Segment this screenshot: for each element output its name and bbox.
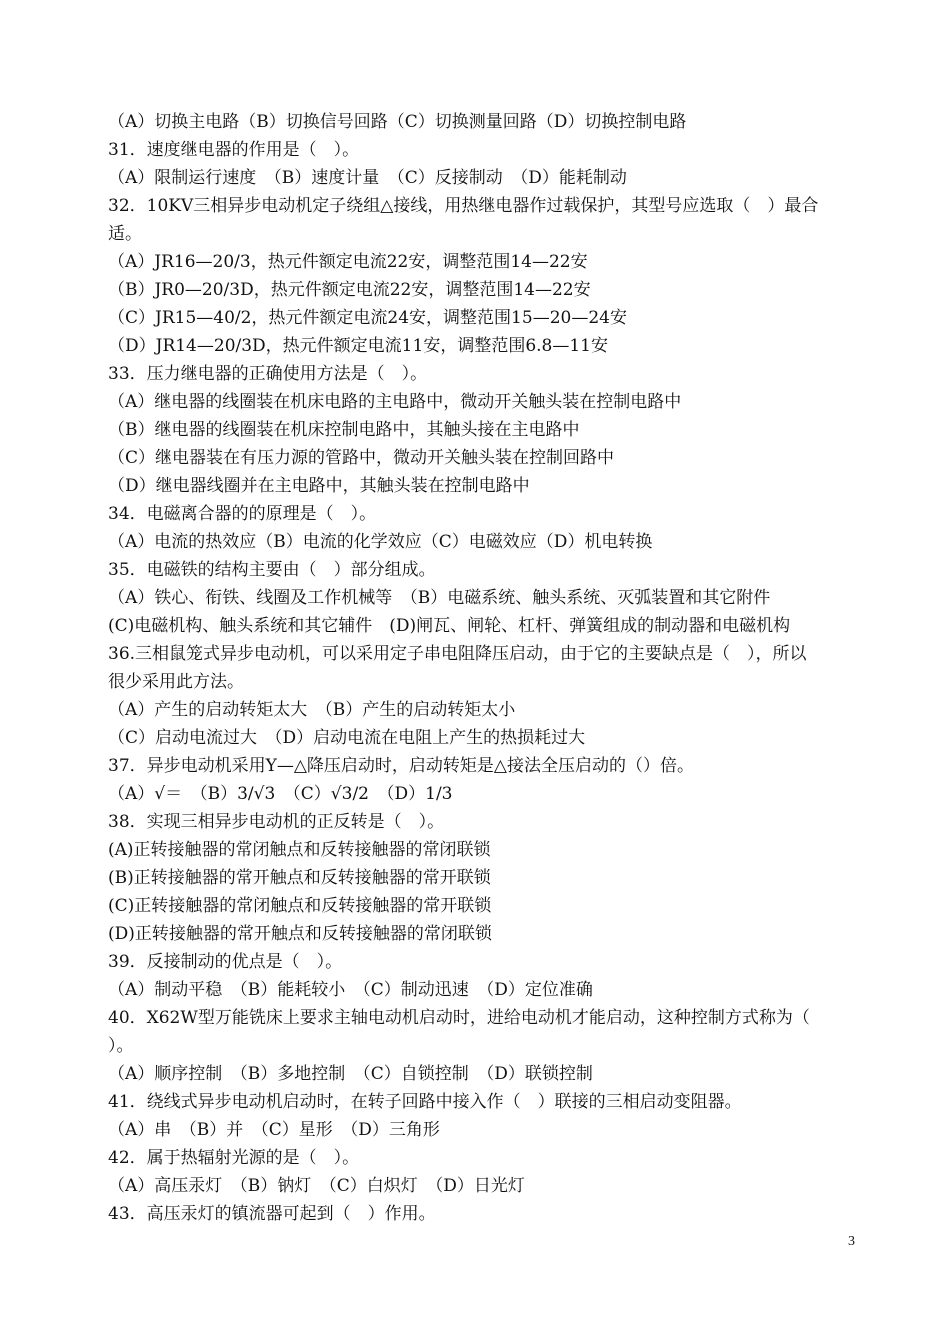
options-35-cd: (C)电磁机构、触头系统和其它辅件 (D)闸瓦、闸轮、杠杆、弹簧组成的制动器和电磁机构 — [108, 616, 791, 636]
options-39: （A）制动平稳 （B）能耗较小 （C）制动迅速 （D）定位准确 — [108, 980, 593, 1000]
question-35: 35．电磁铁的结构主要由（ ）部分组成。 — [108, 560, 436, 580]
text-line: （A）切换主电路（B）切换信号回路（C）切换测量回路（D）切换控制电路 — [108, 112, 687, 132]
options-40: （A）顺序控制 （B）多地控制 （C）自锁控制 （D）联锁控制 — [108, 1064, 593, 1084]
option-33-d: （D）继电器线圈并在主电路中，其触头装在控制电路中 — [108, 476, 530, 496]
question-39: 39．反接制动的优点是（ ）。 — [108, 952, 343, 972]
option-33-b: （B）继电器的线圈装在机床控制电路中，其触头接在主电路中 — [108, 420, 580, 440]
options-34: （A）电流的热效应（B）电流的化学效应（C）电磁效应（D）机电转换 — [108, 532, 653, 552]
options-42: （A）高压汞灯 （B）钠灯 （C）白炽灯 （D）日光灯 — [108, 1176, 525, 1196]
option-38-d: (D)正转接触器的常开触点和反转接触器的常闭联锁 — [108, 924, 492, 944]
options-37: （A）√＝ （B）3/√3 （C）√3/2 （D）1/3 — [108, 784, 453, 804]
question-37: 37．异步电动机采用Y—△降压启动时，启动转矩是△接法全压启动的（）倍。 — [108, 756, 695, 776]
options-31: （A）限制运行速度 （B）速度计量 （C）反接制动 （D）能耗制动 — [108, 168, 627, 188]
question-42: 42．属于热辐射光源的是（ ）。 — [108, 1148, 360, 1168]
option-32-d: （D）JR14—20/3D，热元件额定电流11安，调整范围6.8—11安 — [108, 336, 608, 356]
option-33-c: （C）继电器装在有压力源的管路中，微动开关触头装在控制回路中 — [108, 448, 615, 468]
question-34: 34．电磁离合器的的原理是（ ）。 — [108, 504, 377, 524]
option-32-c: （C）JR15—40/2，热元件额定电流24安，调整范围15—20—24安 — [108, 308, 627, 328]
option-33-a: （A）继电器的线圈装在机床电路的主电路中，微动开关触头装在控制电路中 — [108, 392, 682, 412]
option-38-a: (A)正转接触器的常闭触点和反转接触器的常闭联锁 — [108, 840, 491, 860]
question-36-cont: 很少采用此方法。 — [108, 672, 244, 692]
question-32: 32．10KV三相异步电动机定子绕组△接线，用热继电器作过载保护，其型号应选取（ ）最合 — [108, 196, 819, 216]
question-list — [108, 108, 868, 1228]
question-41: 41．绕线式异步电动机启动时，在转子回路中接入作（ ）联接的三相启动变阻器。 — [108, 1092, 742, 1112]
question-40: 40．X62W型万能铣床上要求主轴电动机启动时，进给电动机才能启动，这种控制方式称为（ — [108, 1008, 810, 1028]
options-36-ab: （A）产生的启动转矩太大 （B）产生的启动转矩太小 — [108, 700, 516, 720]
option-38-c: (C)正转接触器的常闭触点和反转接触器的常开联锁 — [108, 896, 492, 916]
question-43: 43．高压汞灯的镇流器可起到（ ）作用。 — [108, 1204, 436, 1224]
option-32-a: （A）JR16—20/3，热元件额定电流22安，调整范围14—22安 — [108, 252, 588, 272]
options-41: （A）串 （B）并 （C）星形 （D）三角形 — [108, 1120, 440, 1140]
page-number: 3 — [848, 1234, 855, 1249]
question-31: 31．速度继电器的作用是（ ）。 — [108, 140, 360, 160]
question-32-cont: 适。 — [108, 224, 142, 244]
options-36-cd: （C）启动电流过大 （D）启动电流在电阻上产生的热损耗过大 — [108, 728, 586, 748]
question-33: 33．压力继电器的正确使用方法是（ ）。 — [108, 364, 428, 384]
question-40-cont: ）。 — [108, 1036, 134, 1056]
question-36: 36.三相鼠笼式异步电动机，可以采用定子串电阻降压启动，由于它的主要缺点是（ ），所以 — [108, 644, 807, 664]
option-32-b: （B）JR0—20/3D，热元件额定电流22安，调整范围14—22安 — [108, 280, 591, 300]
option-38-b: (B)正转接触器的常开触点和反转接触器的常开联锁 — [108, 868, 491, 888]
options-35-ab: （A）铁心、衔铁、线圈及工作机械等 （B）电磁系统、触头系统、灭弧装置和其它附件 — [108, 588, 771, 608]
question-38: 38．实现三相异步电动机的正反转是（ ）。 — [108, 812, 445, 832]
